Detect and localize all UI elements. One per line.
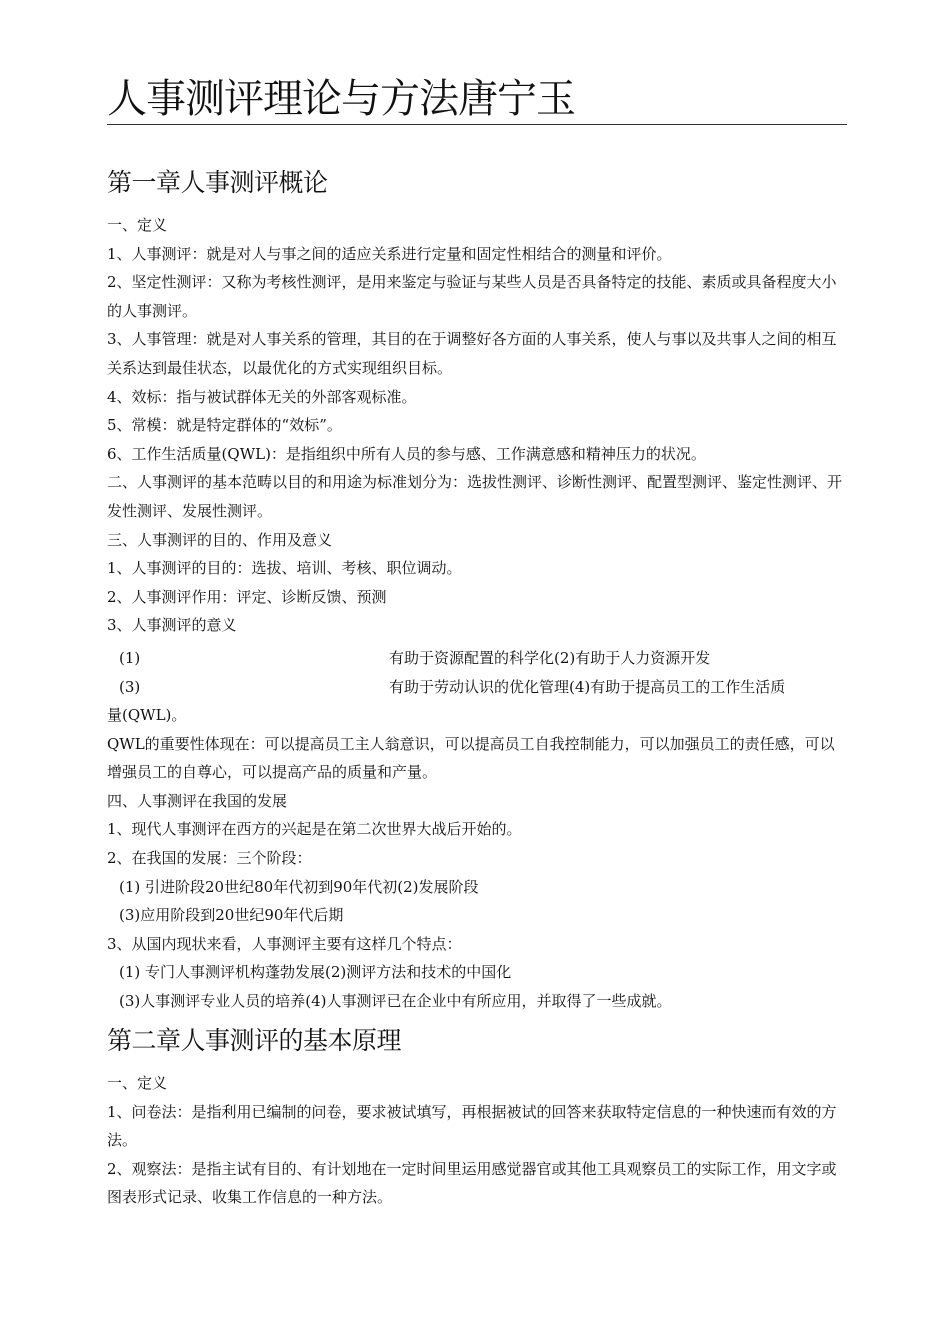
paragraph: 3、从国内现状来看，人事测评主要有这样几个特点： bbox=[107, 934, 462, 953]
paragraph: 1、人事测评：就是对人与事之间的适应关系进行定量和固定性相结合的测量和评价。 bbox=[107, 244, 672, 263]
list-text: 有助于劳动认识的优化管理(4)有助于提高员工的工作生活质 bbox=[389, 677, 786, 696]
list-item: (3)应用阶段到20世纪90年代后期 bbox=[119, 906, 344, 925]
paragraph: 2、坚定性测评：又称为考核性测评，是用来鉴定与验证与某些人员是否具备特定的技能、素质或具备程度大小的人事测评。 bbox=[107, 273, 837, 320]
list-number: (1) bbox=[119, 648, 141, 667]
chapter-1-heading: 第一章人事测评概论 bbox=[107, 168, 328, 197]
paragraph: QWL的重要性体现在：可以提高员工主人翁意识，可以提高员工自我控制能力，可以加强员工的责任感，可以增强员工的自尊心，可以提高产品的质量和产量。 bbox=[107, 734, 835, 782]
paragraph: 二、人事测评的基本范畴以目的和用途为标准划分为：选拔性测评、诊断性测评、配置型测评、鉴定性测评、开发性测评、发展性测评。 bbox=[107, 473, 843, 520]
paragraph: 2、人事测评作用：评定、诊断反馈、预测 bbox=[107, 587, 387, 606]
paragraph: 量(QWL)。 bbox=[107, 706, 187, 725]
document-title: 人事测评理论与方法唐宁玉 bbox=[107, 74, 847, 125]
list-text: 有助于资源配置的科学化(2)有助于人力资源开发 bbox=[389, 648, 711, 667]
paragraph: 6、工作生活质量(QWL)：是指组织中所有人员的参与感、工作满意感和精神压力的状况。 bbox=[107, 444, 706, 463]
chapter-2-body bbox=[107, 1069, 847, 1212]
paragraph: 1、问卷法：是指利用已编制的问卷，要求被试填写，再根据被试的回答来获取特定信息的一种快速而有效的方法。 bbox=[107, 1102, 837, 1150]
chapter-1-body bbox=[107, 211, 847, 1016]
paragraph: 三、人事测评的目的、作用及意义 bbox=[107, 530, 333, 549]
paragraph: 2、观察法：是指主试有目的、有计划地在一定时间里运用感觉器官或其他工具观察员工的实际工作，用文字或图表形式记录、收集工作信息的一种方法。 bbox=[107, 1159, 837, 1207]
paragraph: 1、现代人事测评在西方的兴起是在第二次世界大战后开始的。 bbox=[107, 820, 522, 839]
paragraph: 5、常模：就是特定群体的“效标”。 bbox=[107, 416, 342, 435]
list-item: (1) 专门人事测评机构蓬勃发展(2)测评方法和技术的中国化 bbox=[119, 963, 512, 982]
paragraph: 2、在我国的发展：三个阶段： bbox=[107, 849, 312, 868]
paragraph: 4、效标：指与被试群体无关的外部客观标准。 bbox=[107, 387, 417, 406]
paragraph: 四、人事测评在我国的发展 bbox=[107, 791, 288, 810]
paragraph: 一、定义 bbox=[107, 216, 168, 234]
list-number: (3) bbox=[119, 677, 141, 696]
list-item: (1) 引进阶段20世纪80年代初到90年代初(2)发展阶段 bbox=[119, 877, 479, 896]
paragraph: 3、人事管理：就是对人事关系的管理，其目的在于调整好各方面的人事关系，使人与事以及共事人之间的相互关系达到最佳状态，以最优化的方式实现组织目标。 bbox=[107, 330, 837, 377]
list-item: (3)人事测评专业人员的培养(4)人事测评已在企业中有所应用，并取得了一些成就。 bbox=[119, 992, 672, 1011]
chapter-2-heading: 第二章人事测评的基本原理 bbox=[107, 1026, 402, 1055]
significance-row-1 bbox=[107, 644, 847, 673]
paragraph: 3、人事测评的意义 bbox=[107, 616, 237, 635]
paragraph: 1、人事测评的目的：选拔、培训、考核、职位调动。 bbox=[107, 559, 462, 578]
significance-row-2 bbox=[107, 673, 847, 702]
paragraph: 一、定义 bbox=[107, 1074, 168, 1092]
